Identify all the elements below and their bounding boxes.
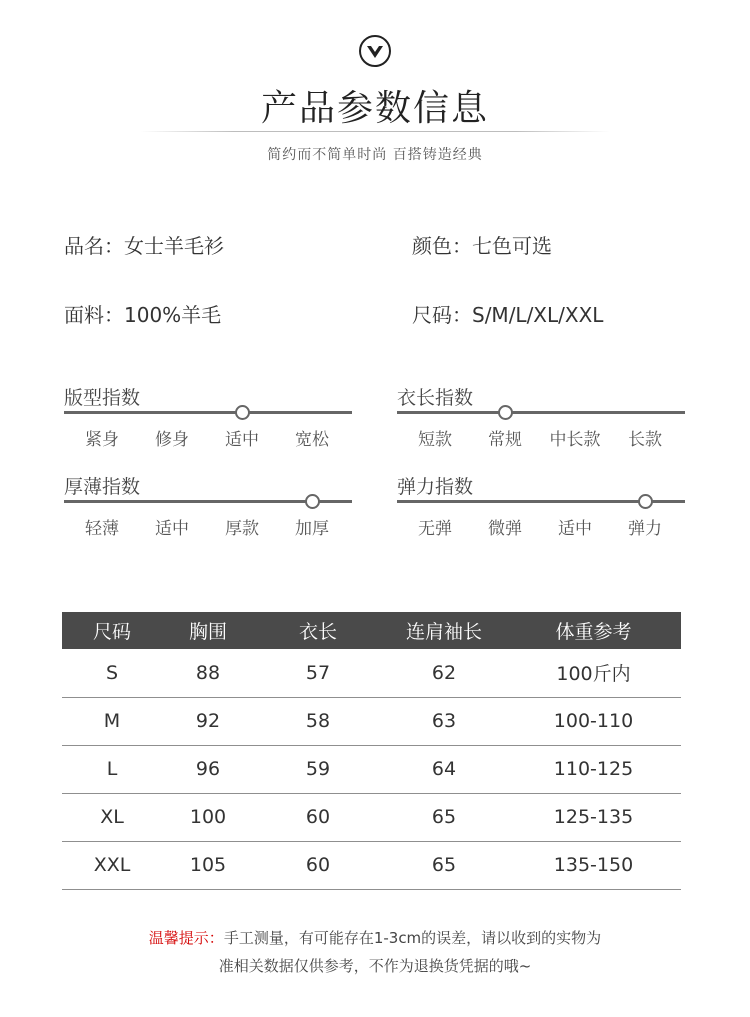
note-label: 温馨提示： (148, 929, 224, 947)
gauge-option: 适中 (155, 519, 189, 539)
table-cell: 125-135 (506, 793, 681, 841)
gauge-length (397, 383, 685, 463)
gauge-option: 微弹 (488, 519, 522, 539)
gauge-option: 厚款 (225, 519, 259, 539)
table-cell: M (62, 697, 162, 745)
gauge-option: 紧身 (85, 430, 119, 450)
gauge-option: 适中 (558, 519, 592, 539)
table-cell: 57 (254, 649, 382, 697)
gauge-option: 弹力 (628, 519, 662, 539)
table-cell: 63 (382, 697, 506, 745)
column-header-length: 衣长 (254, 612, 382, 649)
table-header-row (62, 612, 681, 649)
table-cell: S (62, 649, 162, 697)
table-cell: XL (62, 793, 162, 841)
table-cell: 59 (254, 745, 382, 793)
gauge-title: 弹力指数 (397, 476, 474, 498)
table-cell: 65 (382, 841, 506, 889)
table-cell: L (62, 745, 162, 793)
product-size: 尺码：S/M/L/XL/XXL (412, 303, 604, 327)
page-title: 产品参数信息 (260, 88, 489, 129)
table-cell: 105 (162, 841, 254, 889)
chevron-down-circle-icon (358, 34, 392, 68)
table-cell: XXL (62, 841, 162, 889)
table-cell: 135-150 (506, 841, 681, 889)
note-line-1 (0, 927, 750, 948)
gauge-option: 适中 (225, 430, 259, 450)
gauge-option: 宽松 (295, 430, 329, 450)
gauge-elasticity (397, 472, 685, 552)
product-name: 品名：女士羊毛衫 (64, 234, 224, 258)
product-color: 颜色：七色可选 (412, 234, 552, 258)
table-cell: 100斤内 (506, 649, 681, 697)
gauge-option: 修身 (155, 430, 189, 450)
gauge-knob (498, 405, 513, 420)
gauge-title: 版型指数 (64, 387, 141, 409)
note-text-1: 手工测量，有可能存在1-3cm的误差，请以收到的实物为 (223, 929, 602, 947)
column-header-size: 尺码 (62, 612, 162, 649)
column-header-weight: 体重参考 (506, 612, 681, 649)
page-subtitle: 简约而不简单时尚 百搭铸造经典 (267, 147, 483, 163)
gauge-track (397, 411, 685, 414)
table-row (62, 841, 681, 889)
table-cell: 60 (254, 841, 382, 889)
table-cell: 96 (162, 745, 254, 793)
gauge-title: 厚薄指数 (64, 476, 141, 498)
table-cell: 92 (162, 697, 254, 745)
column-header-chest: 胸围 (162, 612, 254, 649)
table-cell: 88 (162, 649, 254, 697)
gauge-option: 无弹 (418, 519, 452, 539)
column-header-sleeve: 连肩袖长 (382, 612, 506, 649)
table-cell: 65 (382, 793, 506, 841)
table-cell: 62 (382, 649, 506, 697)
gauge-track (64, 411, 352, 414)
table-cell: 110-125 (506, 745, 681, 793)
gauge-fit (64, 383, 352, 463)
title-divider (140, 131, 610, 132)
gauge-knob (235, 405, 250, 420)
table-cell: 64 (382, 745, 506, 793)
table-cell: 100-110 (506, 697, 681, 745)
gauge-option: 短款 (418, 430, 452, 450)
gauge-knob (638, 494, 653, 509)
gauge-option: 加厚 (295, 519, 329, 539)
gauge-option: 常规 (488, 430, 522, 450)
table-cell: 60 (254, 793, 382, 841)
gauge-option: 长款 (628, 430, 662, 450)
product-fabric: 面料：100%羊毛 (64, 303, 222, 327)
table-cell: 100 (162, 793, 254, 841)
gauge-title: 衣长指数 (397, 387, 474, 409)
gauge-thickness (64, 472, 352, 552)
note-line-2: 准相关数据仅供参考，不作为退换货凭据的哦~ (218, 957, 532, 975)
table-cell: 58 (254, 697, 382, 745)
size-chart-table (62, 612, 681, 890)
gauge-knob (305, 494, 320, 509)
gauge-option: 中长款 (549, 430, 601, 450)
table-row (62, 793, 681, 841)
table-row (62, 745, 681, 793)
table-row (62, 697, 681, 745)
gauge-option: 轻薄 (85, 519, 119, 539)
table-row (62, 649, 681, 697)
